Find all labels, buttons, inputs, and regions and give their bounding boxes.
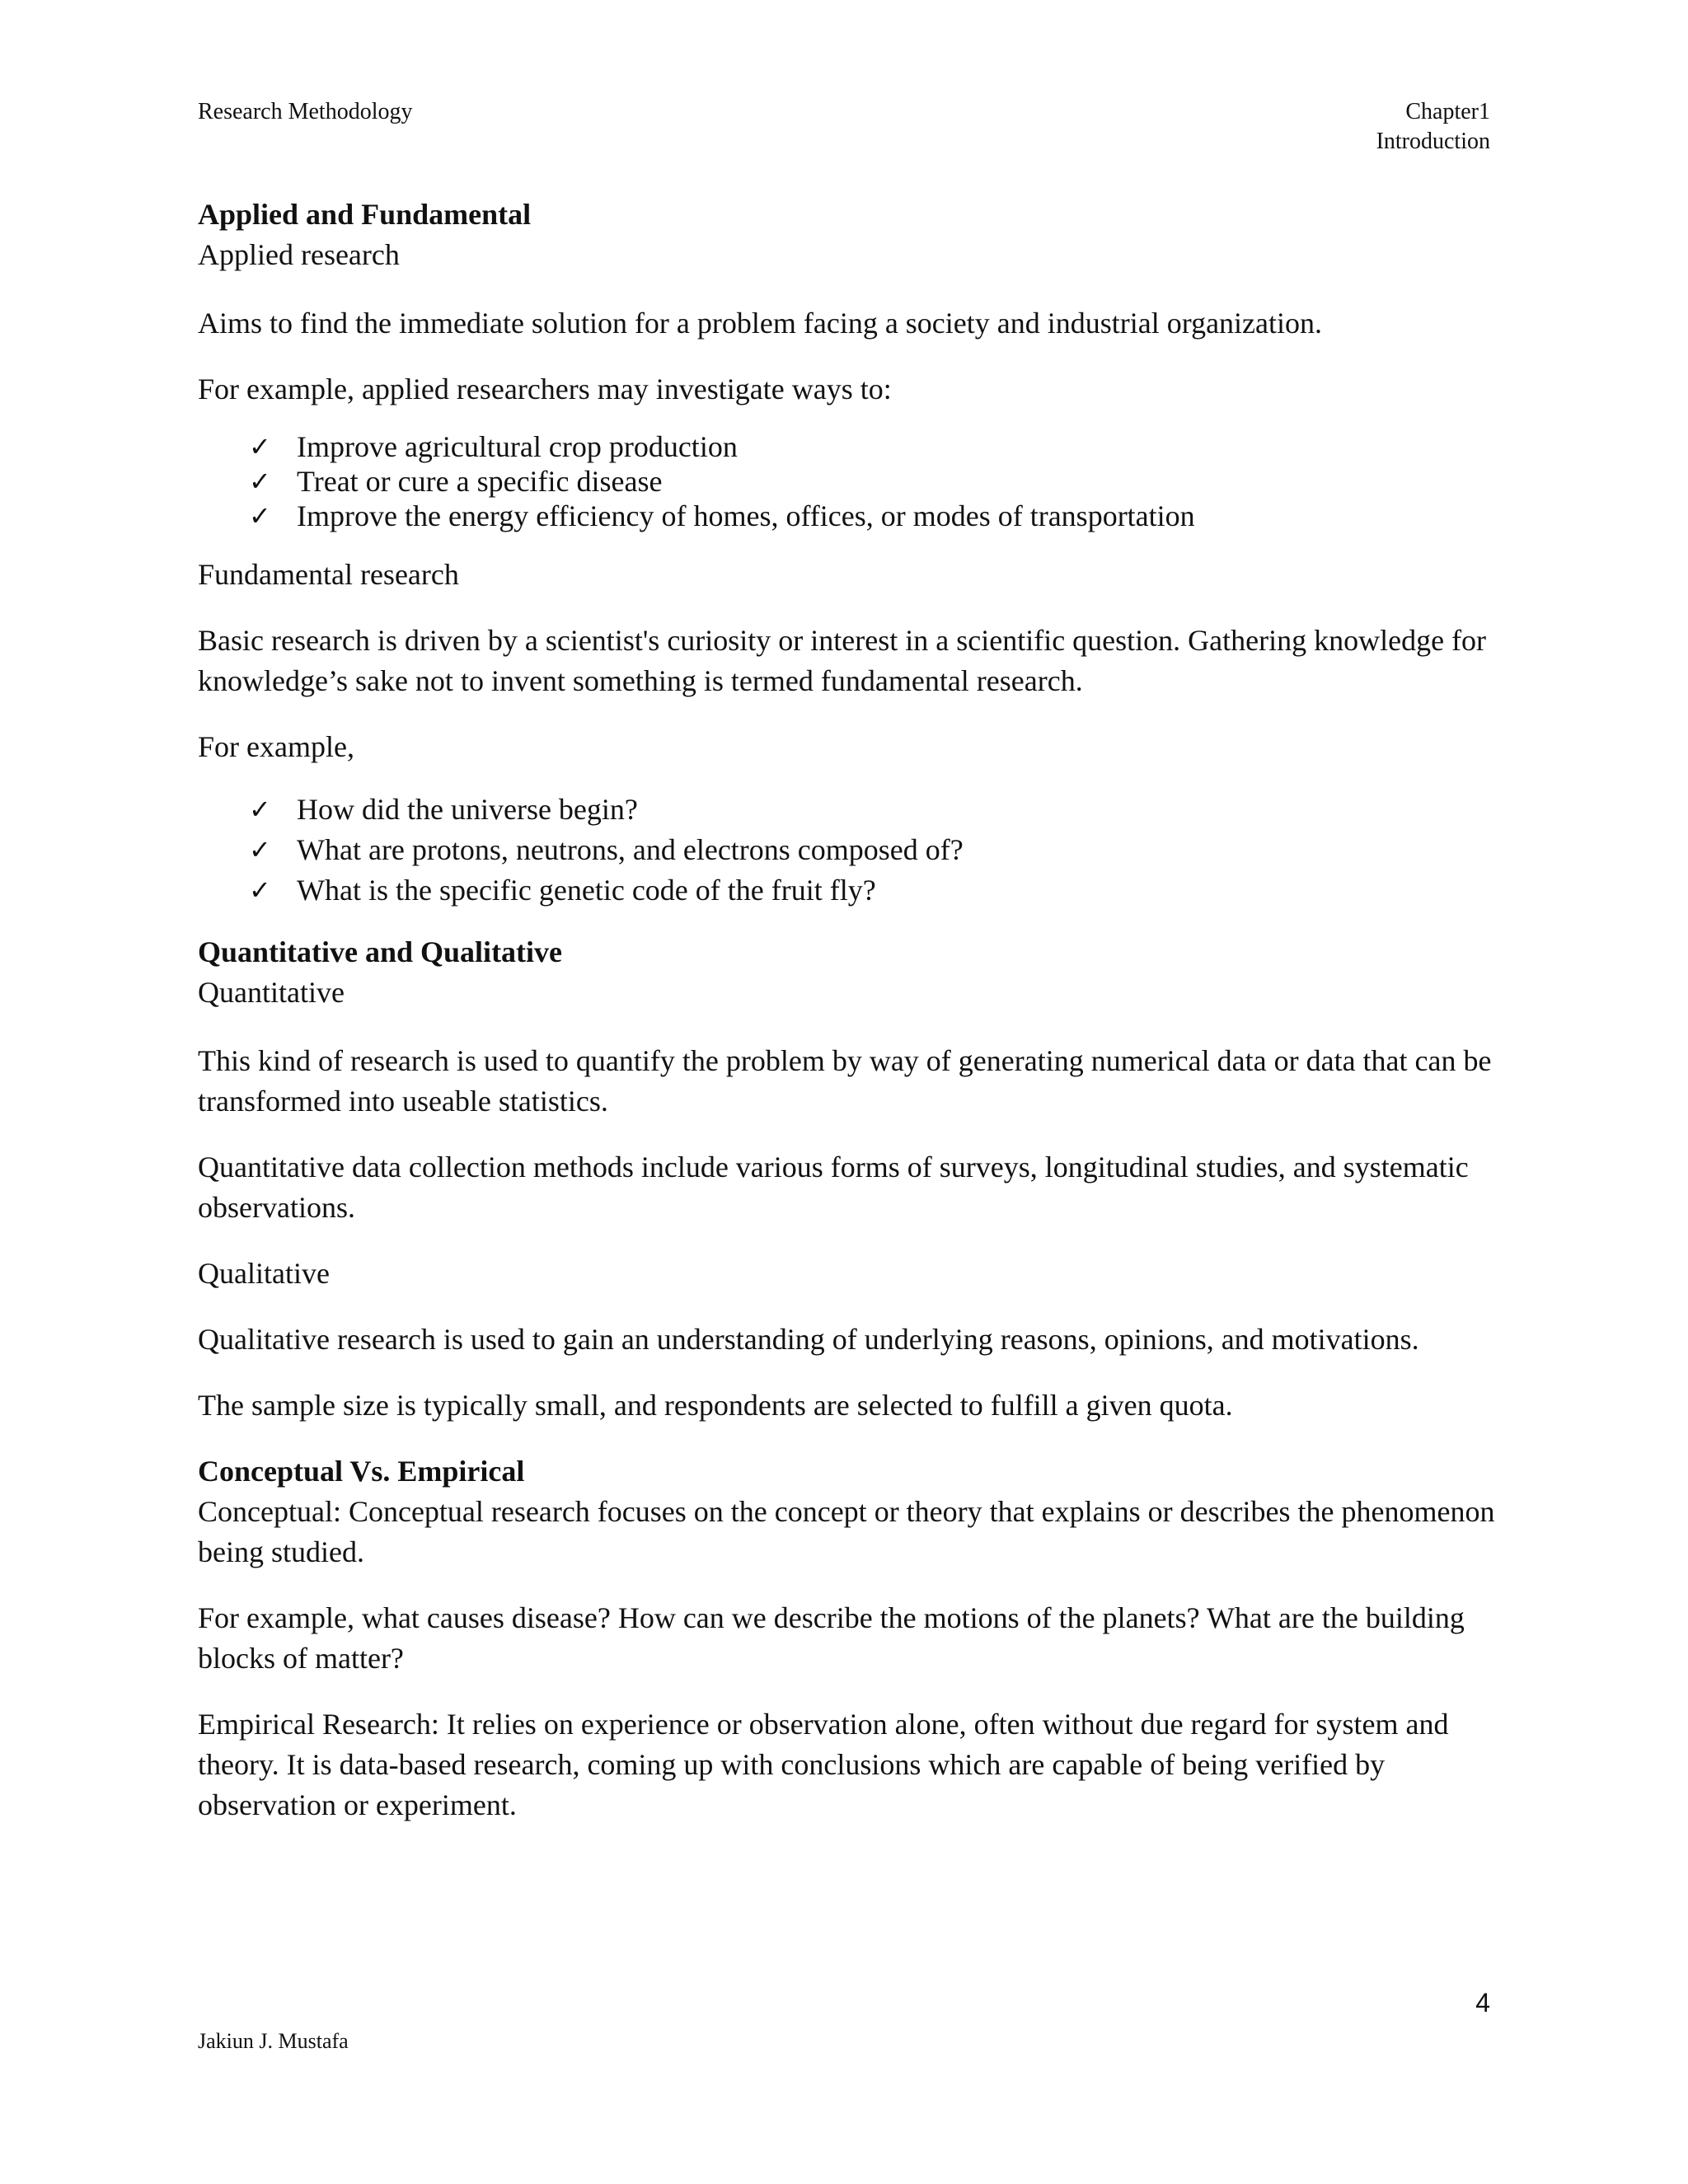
- header-chapter-label: Chapter1: [1405, 99, 1490, 124]
- list-item-text: Improve agricultural crop production: [297, 430, 738, 463]
- paragraph-empirical-definition: Empirical Research: It relies on experience or observation alone, often without due regard for system and theory. It is data-based research, coming up with conclusions which are capable of being verified by observation or experiment.: [198, 1708, 1449, 1821]
- section-heading-quantitative-qualitative: Quantitative and Qualitative: [198, 935, 563, 968]
- paragraph-fundamental-example: For example,: [198, 730, 354, 763]
- paragraph-quantitative-methods: Quantitative data collection methods include various forms of surveys, longitudinal studies, and systematic observations.: [198, 1151, 1469, 1224]
- page-number: 4: [1475, 1988, 1490, 2018]
- paragraph-fundamental-basic: Basic research is driven by a scientist's curiosity or interest in a scientific question. Gathering knowledge for knowledge’s sake not to invent something is termed fundamental research.: [198, 624, 1487, 697]
- applied-examples-list: [198, 429, 1500, 533]
- check-mark-icon: ✓: [249, 431, 271, 462]
- list-item: [249, 499, 1500, 533]
- list-item: [249, 790, 1500, 830]
- check-mark-icon: ✓: [249, 500, 271, 532]
- list-item: [249, 464, 1500, 499]
- subheading-quantitative: Quantitative: [198, 976, 345, 1009]
- paragraph-applied-aims: Aims to find the immediate solution for a problem facing a society and industrial organization.: [198, 307, 1323, 340]
- subheading-qualitative: Qualitative: [198, 1257, 330, 1290]
- list-item: [249, 870, 1500, 911]
- paragraph-conceptual-example: For example, what causes disease? How can we describe the motions of the planets? What are the building blocks of matter?: [198, 1601, 1465, 1675]
- list-item: [249, 429, 1500, 464]
- list-item-text: What are protons, neutrons, and electrons composed of?: [297, 833, 964, 866]
- check-mark-icon: ✓: [249, 466, 271, 497]
- list-item-text: Treat or cure a specific disease: [297, 465, 663, 498]
- section-heading-conceptual-empirical: Conceptual Vs. Empirical: [198, 1455, 525, 1488]
- check-mark-icon: ✓: [249, 834, 271, 865]
- running-header-chapter: [1376, 97, 1490, 157]
- subheading-applied-research: Applied research: [198, 238, 400, 271]
- page-body: [198, 194, 1500, 1851]
- running-header-title: Research Methodology: [198, 99, 413, 124]
- paragraph-quantitative-definition: This kind of research is used to quantify the problem by way of generating numerical data or data that can be transformed into useable statistics.: [198, 1044, 1492, 1118]
- header-chapter-name: Introduction: [1376, 129, 1490, 154]
- check-mark-icon: ✓: [249, 794, 271, 825]
- list-item-text: Improve the energy efficiency of homes, offices, or modes of transportation: [297, 499, 1195, 532]
- footer-author: Jakiun J. Mustafa: [198, 2029, 349, 2053]
- paragraph-conceptual-definition: Conceptual: Conceptual research focuses on the concept or theory that explains or describes the phenomenon being studied.: [198, 1495, 1495, 1568]
- fundamental-examples-list: [198, 790, 1500, 911]
- section-heading-applied-fundamental: Applied and Fundamental: [198, 198, 532, 231]
- paragraph-qualitative-definition: Qualitative research is used to gain an understanding of underlying reasons, opinions, and motivations.: [198, 1323, 1419, 1356]
- list-item: [249, 830, 1500, 870]
- paragraph-applied-example: For example, applied researchers may investigate ways to:: [198, 373, 892, 405]
- list-item-text: How did the universe begin?: [297, 793, 638, 826]
- list-item-text: What is the specific genetic code of the fruit fly?: [297, 874, 876, 907]
- check-mark-icon: ✓: [249, 874, 271, 906]
- subheading-fundamental-research: Fundamental research: [198, 558, 459, 591]
- paragraph-qualitative-sample: The sample size is typically small, and respondents are selected to fulfill a given quota.: [198, 1389, 1233, 1422]
